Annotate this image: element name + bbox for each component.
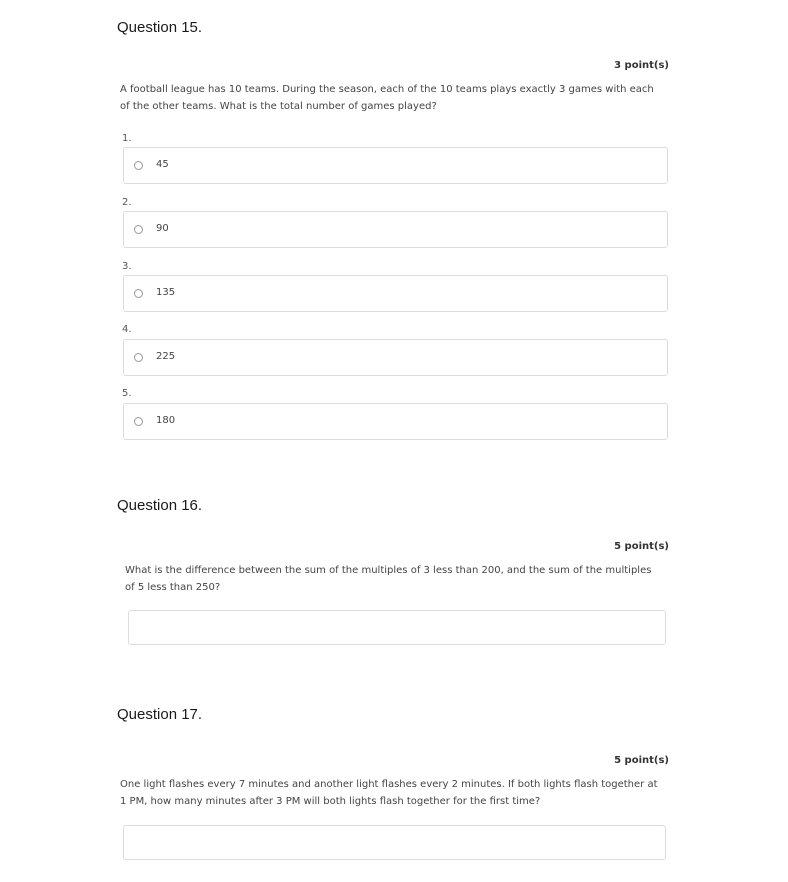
option-label: 135 [156,287,176,298]
question-16-text: What is the difference between the sum of the multiples of 3 less than 200, and the sum of the multiples of 5 less than 250? [125,565,652,593]
option-1[interactable] [123,147,668,184]
option-number: 2. [122,197,132,208]
question-17-title [117,706,202,724]
radio-unchecked-icon[interactable] [134,161,143,170]
option-label: 225 [156,351,176,362]
question-16-title [117,497,202,515]
option-number: 4. [122,324,132,335]
question-label: Question [117,19,178,36]
radio-unchecked-icon[interactable] [134,289,143,298]
radio-unchecked-icon[interactable] [134,225,143,234]
option-label: 45 [156,159,169,170]
question-number: 15. [181,19,203,36]
question-17-points: 5 point(s) [614,755,669,766]
question-15-text: A football league has 10 teams. During the season, each of the 10 teams plays exactly 3 games with each of the other teams. What is the total number of games played? [120,84,654,112]
option-3[interactable] [123,275,668,312]
option-label: 90 [156,223,169,234]
option-number: 1. [122,133,132,144]
question-number: 16. [181,497,203,514]
option-label: 180 [156,415,176,426]
question-16-points: 5 point(s) [614,541,669,552]
option-4[interactable] [123,339,668,376]
option-number: 3. [122,261,132,272]
option-5[interactable] [123,403,668,440]
option-number: 5. [122,388,132,399]
question-label: Question [117,497,178,514]
option-2[interactable] [123,211,668,248]
radio-unchecked-icon[interactable] [134,353,143,362]
question-15-points: 3 point(s) [614,60,669,71]
question-16-answer-input[interactable] [128,610,666,645]
question-number: 17. [181,706,203,723]
question-17-text: One light flashes every 7 minutes and another light flashes every 2 minutes. If both lights flash together at 1 PM, how many minutes after 3 PM will both lights flash together for the first time? [120,779,658,807]
question-17-answer-input[interactable] [123,825,666,860]
question-15-title [117,19,202,37]
question-label: Question [117,706,178,723]
radio-unchecked-icon[interactable] [134,417,143,426]
